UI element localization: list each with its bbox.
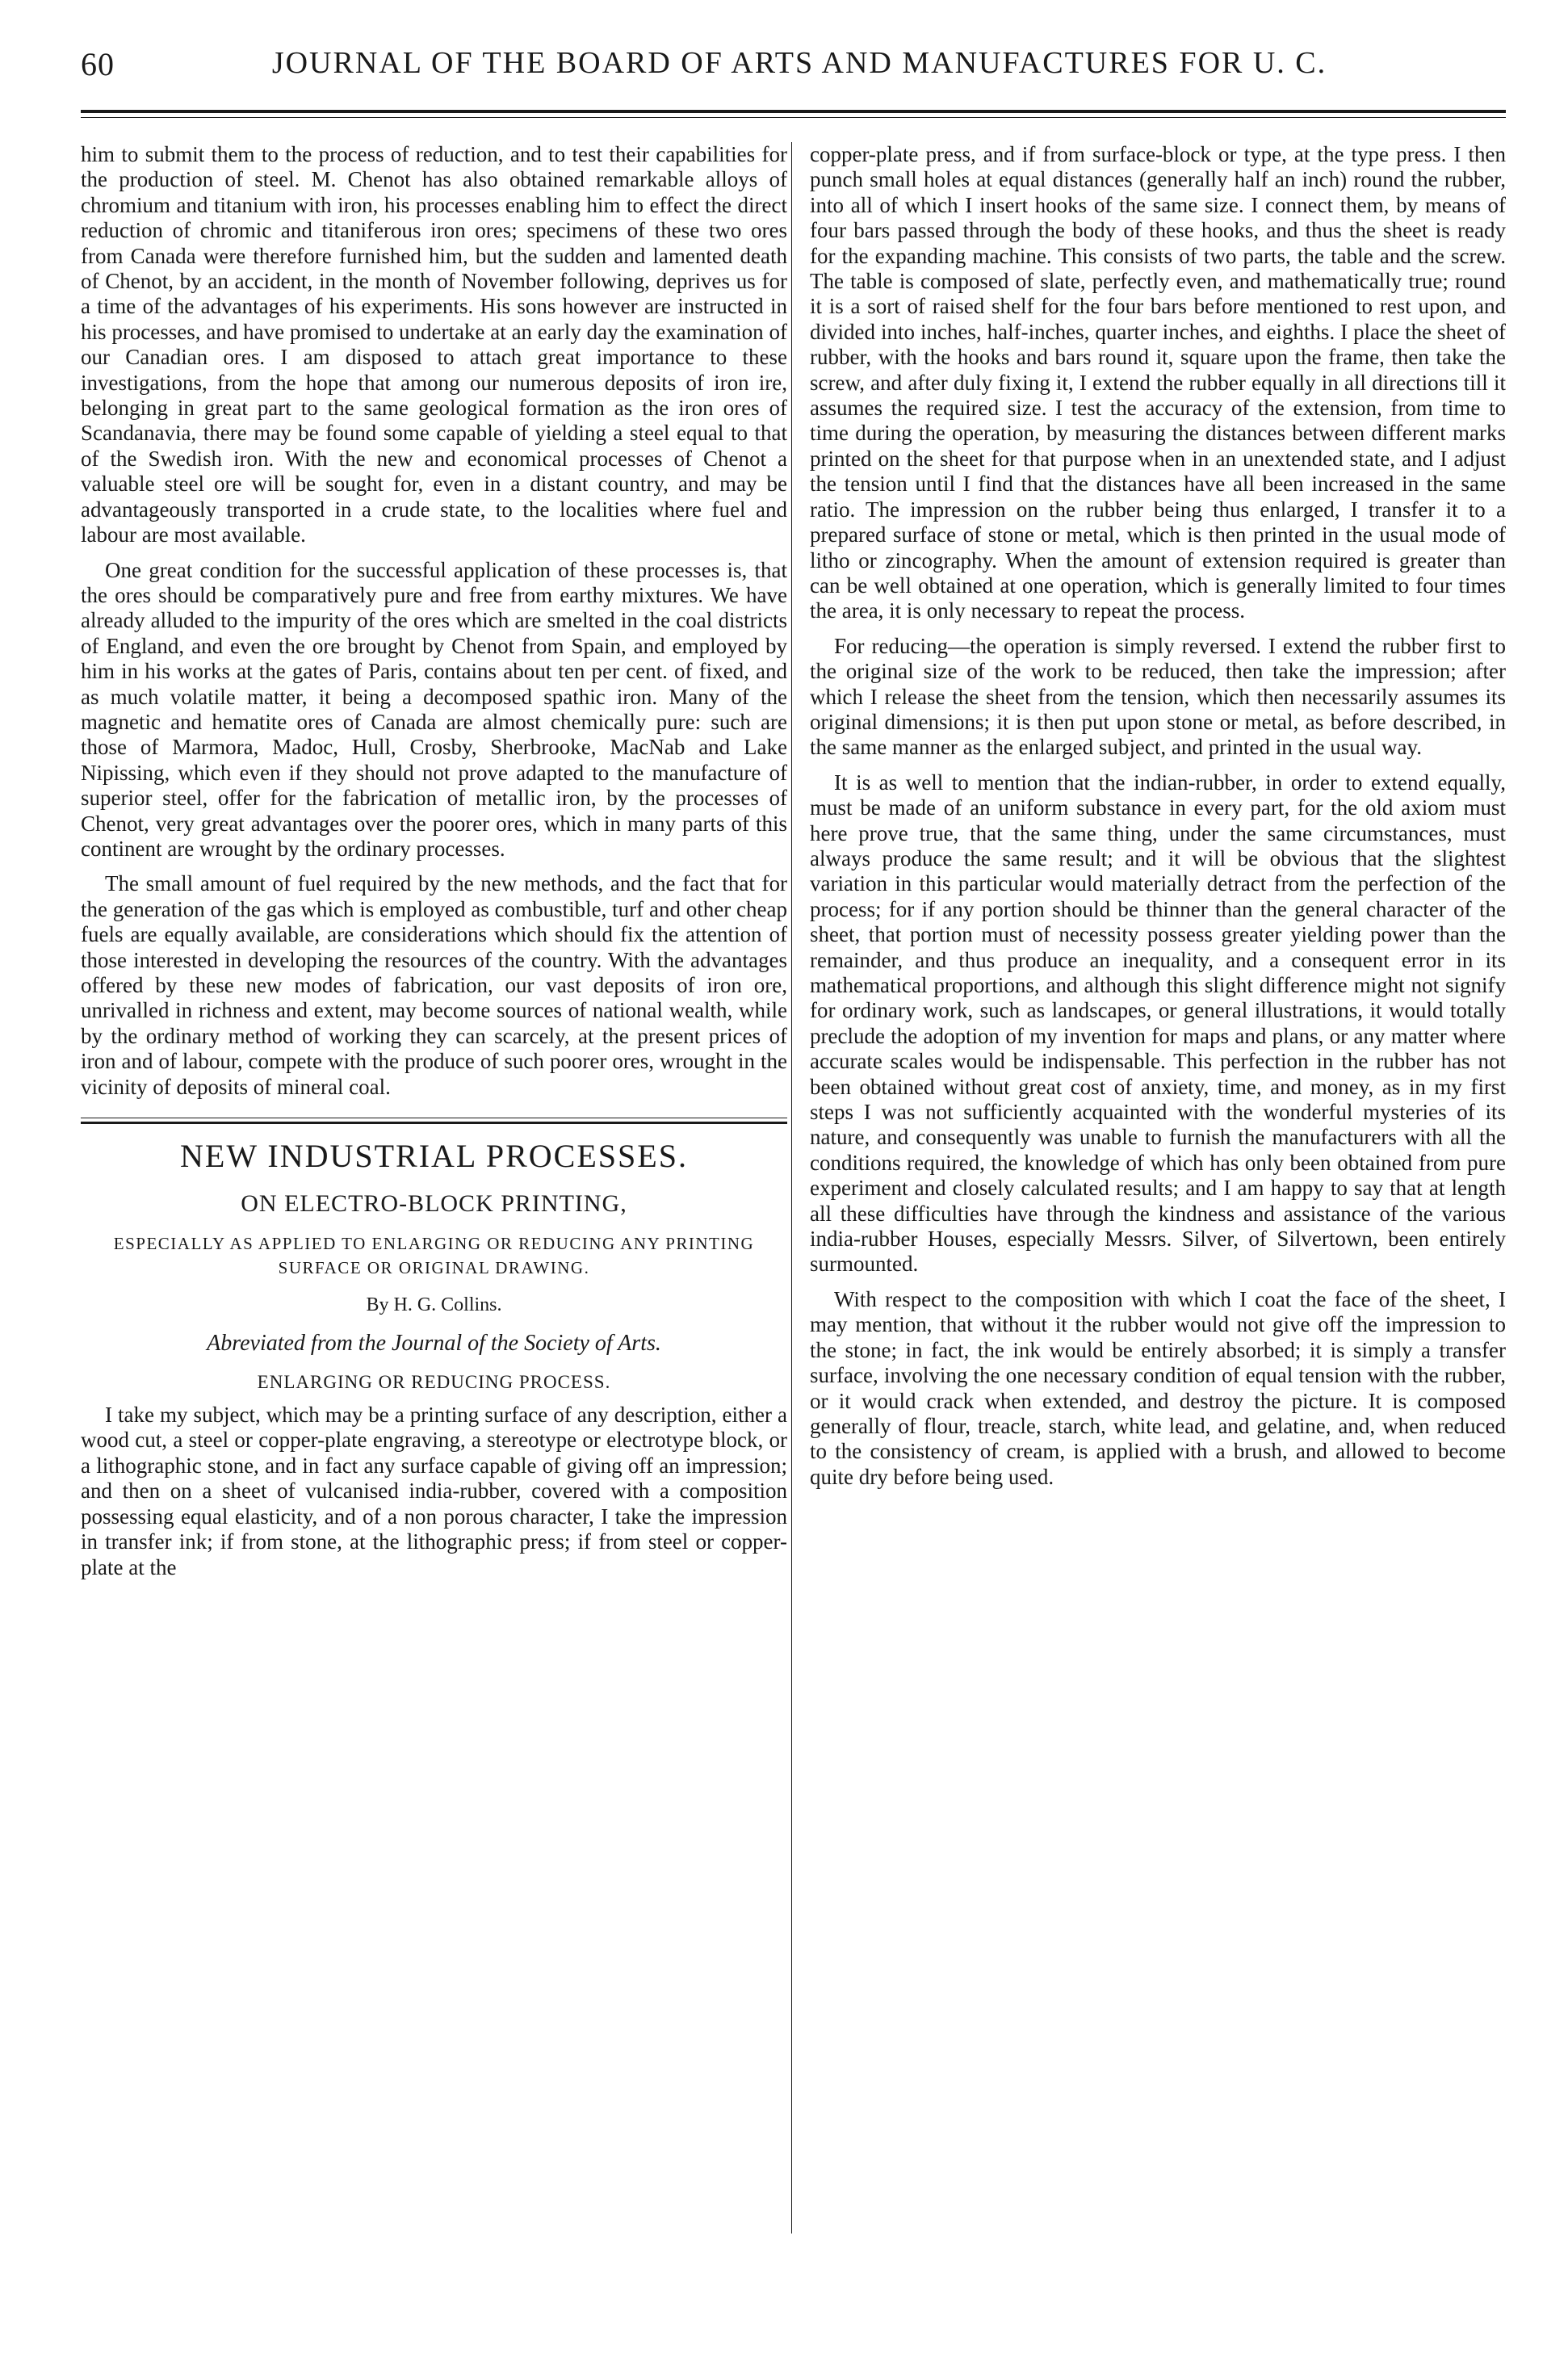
page-number: 60 bbox=[81, 46, 115, 82]
body-paragraph: him to submit them to the process of reduction, and to test their capabilities for the production of steel. M. Chenot has also obtained remarkable alloys of chromium and titanium with iron, his processes enabling him to effect the direct reduction of chromic and titaniferous iron ores; specimens of these two ores from Canada were therefore furnished him, but the sudden and lamented death of Chenot, by an accident, in the month of November following, deprives us for a time of the advantages of his experiments. His sons however are instructed in his processes, and have promised to undertake at an early day the examination of our Canadian ores. I am disposed to attach great importance to these investigations, from the hope that among our numerous deposits of iron ire, belonging in great part to the same geological formation as the iron ores of Scandanavia, there may be found some capable of yielding a steel equal to that of the Swedish iron. With the new and economical processes of Chenot a valuable steel ore will be sought for, even in a distant country, and may be advantageously transported in a crude state, to the localities where fuel and labour are most available. bbox=[81, 142, 787, 547]
article-end-rule bbox=[81, 1118, 787, 1124]
body-paragraph: I take my subject, which may be a printing surface of any description, either a wood cut, a steel or copper-plate engraving, a stereotype or electrotype block, or a lithographic stone, and in fact any surface capable of giving off an impression; and then on a sheet of vulcanised india-rubber, covered with a composition possessing equal elasticity, and of a non porous character, I take the impression in transfer ink; if from stone, at the lithographic press; if from steel or copper-plate at the bbox=[81, 1403, 787, 1579]
right-column bbox=[810, 142, 1506, 1490]
body-paragraph: It is as well to mention that the indian-rubber, in order to extend equally, must be made of an uniform substance in every part, for the old axiom must here prove true, that the same thing, under the same circumstances, must always produce the same result; and it will be obvious that the slightest variation in this particular would materially detract from the perfection of the process; for if any portion should be thinner than the general character of the sheet, that portion must of necessity possess greater yielding power than the remainder, and thus produce an inequality, and a consequent error in its mathematical proportions, and although this slight difference might not signify for ordinary work, such as landscapes, or general illustrations, it would totally preclude the adoption of my invention for maps and plans, or any matter where accurate scales would be indispensable. This perfection in the rubber has not been obtained without great cost of anxiety, time, and money, as in my first steps I was not sufficiently acquainted with the wonderful mysteries of its nature, and consequently was unable to furnish the manufacturers with all the conditions required, the knowledge of which has only been obtained from pure experiment and closely calculated results; and I am happy to say that at length all these difficulties have through the kindness and assistance of the various india-rubber Houses, especially Messrs. Silver, of Silvertown, been entirely surmounted. bbox=[810, 770, 1506, 1277]
article-title: ON ELECTRO-BLOCK PRINTING, bbox=[241, 1190, 627, 1218]
article-subtitle: ESPECIALLY AS APPLIED TO ENLARGING OR REDUCING ANY PRINTING SURFACE OR ORIGINAL DRAWING. bbox=[113, 1233, 755, 1277]
subheading: ENLARGING OR REDUCING PROCESS. bbox=[257, 1371, 611, 1392]
section-heading: NEW INDUSTRIAL PROCESSES. bbox=[180, 1138, 688, 1175]
header-double-rule bbox=[81, 110, 1506, 118]
body-paragraph: The small amount of fuel required by the new methods, and the fact that for the generation of the gas which is employed as combustible, turf and other cheap fuels are equally available, are considerations which should fix the attention of those interested in developing the resources of the country. With the advantages offered by these new modes of fabrication, our vast deposits of iron ore, unrivalled in richness and extent, may become sources of national wealth, while by the ordinary method of working they can scarcely, at the present prices of iron and of labour, compete with the produce of such poorer ores, wrought in the vicinity of deposits of mineral coal. bbox=[81, 871, 787, 1099]
column-divider bbox=[791, 142, 792, 2233]
body-paragraph: copper-plate press, and if from surface-block or type, at the type press. I then punch small holes at equal distances (generally half an inch) round the rubber, into all of which I insert hooks of the same size. I connect them, by means of four bars passed through the body of these hooks, and thus the sheet is ready for the expanding machine. This consists of two parts, the table and the screw. The table is composed of slate, perfectly even, and mathematically true; round it is a sort of raised shelf for the four bars before mentioned to rest upon, and divided into inches, half-inches, quarter inches, and eighths. I place the sheet of rubber, with the hooks and bars round it, square upon the frame, then take the screw, and after duly fixing it, I extend the rubber equally in all directions till it assumes the required size. I test the accuracy of the extension, from time to time during the operation, by measuring the distances between different marks printed on the sheet for that purpose when in an unextended state, and I adjust the tension until I find that the distances have all been increased in the same ratio. The impression on the rubber being thus enlarged, I transfer it to a prepared surface of stone or metal, which is then printed in the usual mode of litho or zincography. When the amount of extension required is greater than can be well obtained at one operation, which is generally limited to four times the area, it is only necessary to repeat the process. bbox=[810, 142, 1506, 623]
page-header bbox=[81, 45, 1502, 94]
body-paragraph: For reducing—the operation is simply reversed. I extend the rubber first to the original size of the work to be reduced, then take the impression; after which I release the sheet from the tension, which then necessarily assumes its original dimensions; it is then put upon stone or metal, as before described, in the same manner as the enlarged subject, and printed in the usual way. bbox=[810, 633, 1506, 760]
source-note: Abreviated from the Journal of the Society of Arts. bbox=[207, 1331, 661, 1357]
left-column bbox=[81, 142, 787, 1580]
running-title: JOURNAL OF THE BOARD OF ARTS AND MANUFACTURES FOR U. C. bbox=[271, 46, 1327, 80]
body-paragraph: With respect to the composition with which I coat the face of the sheet, I may mention, that without it the rubber would not give off the impression to the stone; in fact, the ink would be entirely absorbed; it is simply a transfer surface, involving the one necessary condition of equal tension with the rubber, or it would crack when extended, and destroy the picture. It is composed generally of flour, treacle, starch, white lead, and gelatine, and, when reduced to the consistency of cream, is applied with a brush, and allowed to become quite dry before being used. bbox=[810, 1286, 1506, 1489]
body-paragraph: One great condition for the successful application of these processes is, that the ores should be comparatively pure and free from earthy mixtures. We have already alluded to the impurity of the ores which are smelted in the coal districts of England, and even the ore brought by Chenot from Spain, and employed by him in his works at the gates of Paris, contains about ten per cent. of fixed, and as much volatile matter, it being a decomposed spathic iron. Many of the magnetic and hematite ores of Canada are almost chemically pure: such are those of Marmora, Madoc, Hull, Crosby, Sherbrooke, MacNab and Lake Nipissing, which even if they should not prove adapted to the manufacture of superior steel, offer for the fabrication of metallic iron, by the processes of Chenot, very great advantages over the poorer ores, which in many parts of this continent are wrought by the ordinary processes. bbox=[81, 557, 787, 861]
byline: By H. G. Collins. bbox=[366, 1294, 502, 1315]
